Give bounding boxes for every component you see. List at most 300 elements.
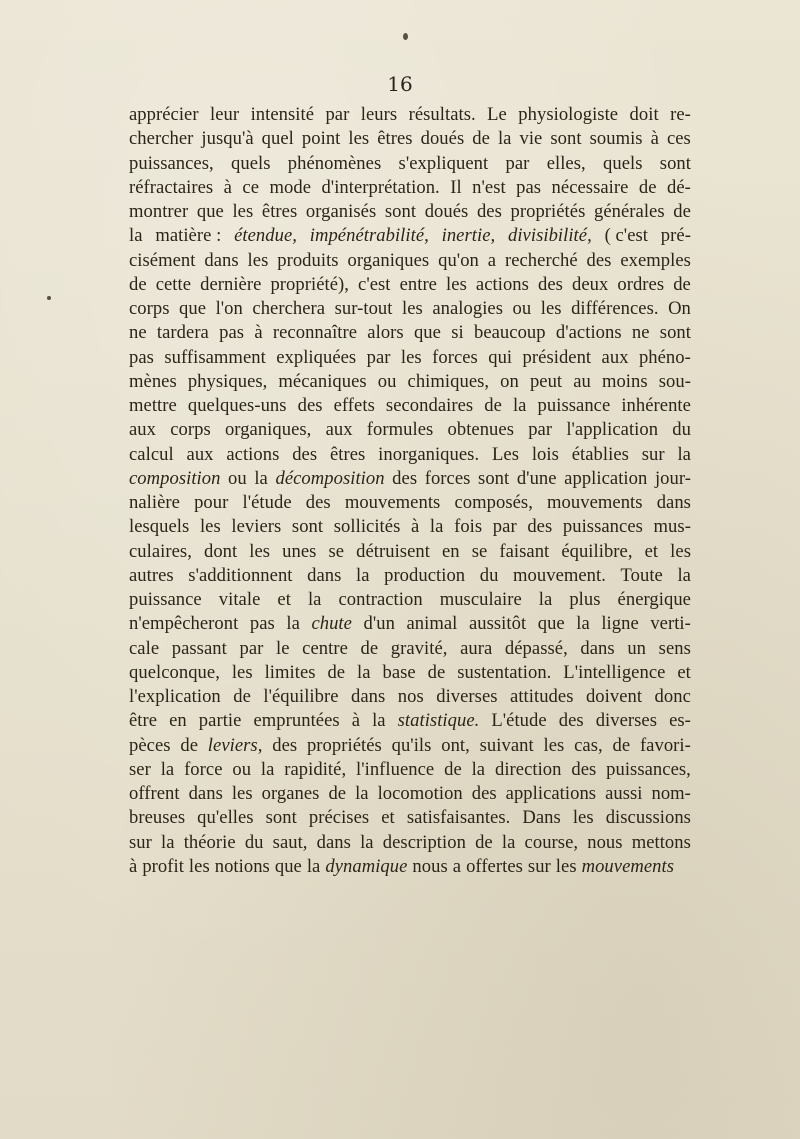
- word: nom-: [651, 783, 691, 804]
- word: que: [274, 855, 302, 877]
- word: reconnaître: [272, 322, 358, 344]
- word: se: [471, 540, 488, 562]
- word: de: [475, 831, 493, 853]
- italic-word: décomposition: [275, 467, 385, 489]
- word: musculaire: [439, 589, 522, 610]
- word: la: [254, 467, 268, 489]
- word: mènes: [129, 370, 177, 392]
- word: pour: [194, 492, 229, 513]
- word: puissance: [537, 395, 611, 416]
- italic-word: divisibilité,: [507, 225, 592, 247]
- word: de: [327, 661, 346, 683]
- word: dans: [204, 249, 239, 271]
- word: le: [276, 637, 290, 659]
- word: la: [538, 589, 553, 610]
- word: point: [301, 128, 341, 150]
- word: vie: [519, 128, 543, 150]
- word: des: [305, 492, 331, 513]
- word: nous: [587, 831, 623, 853]
- ink-speck-top: [403, 33, 408, 40]
- word: sens: [658, 637, 691, 659]
- word: chimiques,: [407, 370, 490, 392]
- word: d'une: [516, 467, 557, 489]
- word: forces: [424, 467, 471, 489]
- word: soumis: [589, 128, 643, 150]
- word: aux: [325, 419, 353, 441]
- word: description: [382, 831, 466, 853]
- word: de: [129, 273, 147, 295]
- word: générales: [594, 201, 665, 222]
- word: Le: [487, 104, 507, 125]
- word: centre: [302, 637, 348, 659]
- word: aux: [129, 419, 156, 441]
- word: un: [627, 637, 647, 659]
- word: énergique: [617, 589, 691, 610]
- word: propriété),: [270, 273, 349, 295]
- word: se: [328, 540, 345, 562]
- word: ou: [228, 467, 247, 489]
- word: les: [232, 201, 254, 222]
- word: Dans: [522, 807, 561, 829]
- text-line: [129, 540, 691, 564]
- word: locomotion: [377, 783, 463, 804]
- word: elles,: [546, 152, 586, 174]
- word: de: [233, 686, 251, 707]
- word: notions: [214, 855, 270, 877]
- word: des: [476, 201, 502, 222]
- word: contraction: [338, 589, 423, 610]
- text-line: [129, 855, 691, 879]
- word: quels: [231, 152, 271, 174]
- word: suffisamment: [164, 346, 266, 368]
- word: c'est: [358, 273, 391, 295]
- word: la: [357, 661, 371, 683]
- text-line: [129, 806, 691, 830]
- word: organisés: [305, 201, 377, 222]
- word: aura: [460, 637, 493, 659]
- text-line: [129, 273, 691, 297]
- word: les: [249, 540, 271, 562]
- word: les: [231, 661, 253, 683]
- word: leviers: [231, 516, 282, 538]
- word: sur: [129, 831, 152, 853]
- word: en: [442, 540, 460, 562]
- word: ordres: [617, 273, 665, 295]
- word: réfractaires: [129, 176, 214, 198]
- word: d'un: [363, 613, 395, 635]
- word: que: [179, 298, 207, 319]
- word: alors: [367, 322, 404, 344]
- word: qui: [488, 346, 513, 368]
- word: sont: [384, 201, 417, 222]
- word: quel: [261, 128, 294, 150]
- word: Toute: [620, 564, 663, 586]
- word: résultats.: [408, 104, 476, 125]
- word: par: [239, 637, 264, 659]
- word: calcul: [129, 443, 174, 465]
- word: que: [196, 201, 224, 222]
- word: la: [306, 855, 321, 877]
- word: cette: [155, 273, 192, 295]
- word: inhérente: [621, 395, 691, 416]
- word: limites: [264, 661, 316, 683]
- word: plus: [569, 589, 601, 610]
- word: cale: [129, 637, 160, 659]
- word: unes: [282, 540, 317, 562]
- word: par: [366, 346, 391, 368]
- word: jusqu'à: [201, 128, 254, 150]
- word: mode: [269, 176, 311, 198]
- word: précises: [308, 807, 370, 829]
- word: pas: [129, 346, 154, 368]
- word: détruisent: [356, 540, 430, 562]
- word: la: [372, 710, 386, 732]
- word: la: [429, 516, 444, 538]
- text-line: [129, 346, 691, 370]
- word: les: [555, 855, 577, 877]
- word: la: [355, 783, 369, 804]
- word: et: [644, 540, 659, 562]
- word: des: [392, 467, 418, 489]
- word: à: [650, 128, 659, 150]
- text-line: [129, 588, 691, 612]
- word: corps: [170, 419, 211, 441]
- word: les: [572, 807, 594, 829]
- word: des: [571, 758, 597, 780]
- word: président: [522, 346, 592, 368]
- word: des: [292, 443, 318, 465]
- word: les: [247, 249, 269, 271]
- word: la: [497, 128, 512, 150]
- word: la: [129, 225, 143, 247]
- word: à: [351, 710, 361, 732]
- word: pèces: [129, 734, 171, 756]
- italic-word: composition: [129, 467, 221, 489]
- word: sont: [478, 467, 510, 489]
- word: l'équilibre: [263, 686, 339, 707]
- word: culaires,: [129, 540, 192, 562]
- word: rapidité,: [284, 758, 347, 780]
- word: la: [677, 564, 691, 586]
- word: la: [677, 443, 691, 465]
- word: du: [672, 419, 691, 441]
- word: quelconque,: [129, 661, 220, 683]
- word: physiques,: [187, 370, 268, 392]
- word: dont: [203, 540, 238, 562]
- word: doivent: [585, 686, 643, 707]
- word: de: [444, 758, 462, 780]
- word: les: [670, 540, 691, 562]
- word: favori-: [639, 734, 691, 756]
- word: tardera: [156, 322, 209, 344]
- word: les: [231, 783, 253, 804]
- word: aux: [601, 346, 629, 368]
- word: en: [169, 710, 187, 732]
- word: la: [260, 758, 275, 780]
- word: forces: [432, 346, 478, 368]
- word: l'étude: [242, 492, 292, 513]
- word: l'influence: [356, 758, 435, 780]
- word: des: [537, 273, 563, 295]
- word: de: [673, 273, 691, 295]
- word: sustentation.: [457, 661, 552, 683]
- word: la: [160, 758, 175, 780]
- word: attitudes: [510, 686, 574, 707]
- word: partie: [198, 710, 242, 732]
- word: lesquels: [129, 516, 190, 538]
- word: et: [277, 589, 291, 610]
- word: des: [586, 249, 612, 271]
- word: faisant: [499, 540, 550, 562]
- text-line: [129, 612, 691, 636]
- word: mouvements: [547, 492, 643, 513]
- text-line: [129, 515, 691, 539]
- word: la: [355, 564, 370, 586]
- word: verti-: [650, 613, 691, 635]
- text-line: [129, 176, 691, 200]
- word: puissance: [129, 589, 202, 610]
- word: la: [501, 831, 516, 853]
- italic-word: statistique.: [397, 710, 480, 732]
- word: mécaniques: [278, 370, 367, 392]
- word: les: [402, 298, 423, 319]
- word: ces: [666, 128, 691, 150]
- word: par: [492, 516, 517, 538]
- word: mus-: [653, 516, 691, 538]
- word: des: [272, 734, 298, 756]
- text-line: [129, 734, 691, 758]
- word: exemples: [620, 249, 691, 271]
- word: L'étude: [491, 710, 547, 732]
- word: doués: [424, 201, 469, 222]
- word: breuses: [129, 807, 186, 829]
- word: cas,: [574, 734, 603, 756]
- word: obtenues: [447, 419, 514, 441]
- word: aussi: [605, 783, 643, 804]
- word: la: [307, 589, 322, 610]
- word: expliquées: [276, 346, 357, 368]
- word: mouvement.: [513, 564, 606, 586]
- word: doit: [629, 104, 659, 125]
- word: n'empêcheront: [129, 613, 239, 635]
- word: Les: [492, 443, 519, 465]
- italic-word: impénétrabilité,: [309, 225, 429, 247]
- word: ( c'est: [604, 225, 649, 247]
- word: puissances: [562, 516, 643, 538]
- word: nécessaire: [551, 176, 629, 198]
- word: s'additionnent: [188, 564, 293, 586]
- word: doués: [420, 128, 465, 150]
- word: ligne: [601, 613, 639, 635]
- word: de: [328, 783, 347, 804]
- word: re-: [670, 104, 691, 125]
- word: ser: [129, 758, 151, 780]
- word: peut: [529, 370, 563, 392]
- word: composés,: [454, 492, 533, 513]
- text-line: [129, 224, 691, 248]
- italic-word: dynamique: [325, 855, 408, 877]
- italic-word: leviers,: [207, 734, 263, 756]
- word: applications: [505, 783, 597, 804]
- word: s'expliquent: [398, 152, 489, 174]
- word: la: [512, 395, 527, 416]
- word: empruntées: [253, 710, 340, 732]
- ink-speck-margin: [47, 296, 51, 300]
- word: à: [129, 855, 138, 877]
- word: des: [558, 710, 584, 732]
- word: par: [528, 419, 553, 441]
- word: montrer: [129, 201, 189, 222]
- word: du: [479, 564, 499, 586]
- text-line: [129, 103, 691, 127]
- word: les: [540, 298, 562, 319]
- word: des: [527, 516, 553, 538]
- word: saut,: [272, 831, 308, 853]
- word: de: [180, 734, 198, 756]
- word: intensité: [250, 104, 315, 125]
- word: sont: [659, 152, 691, 174]
- word: dans: [316, 831, 351, 853]
- word: es-: [669, 710, 691, 732]
- word: lois: [531, 443, 559, 465]
- text-line: [129, 467, 691, 491]
- word: entre: [399, 273, 437, 295]
- word: donc: [654, 686, 691, 707]
- word: autres: [129, 564, 174, 586]
- word: organes: [261, 783, 320, 804]
- word: a: [452, 855, 462, 877]
- word: pas: [219, 322, 245, 344]
- text-line: [129, 564, 691, 588]
- word: passant: [171, 637, 227, 659]
- word: ont,: [441, 734, 470, 756]
- word: sollicités: [333, 516, 401, 538]
- word: les: [199, 516, 221, 538]
- word: la: [360, 831, 374, 853]
- word: et: [381, 807, 395, 829]
- word: deux: [571, 273, 609, 295]
- word: Il: [450, 176, 462, 198]
- word: matière :: [155, 225, 222, 247]
- text-line: [129, 443, 691, 467]
- word: leur: [210, 104, 240, 125]
- word: production: [384, 564, 466, 586]
- word: pas: [249, 613, 275, 635]
- word: sont: [659, 322, 691, 344]
- word: nos: [397, 686, 424, 707]
- word: dernière: [200, 273, 262, 295]
- word: que: [413, 322, 441, 344]
- word: leurs: [360, 104, 398, 125]
- word: êtres: [261, 201, 298, 222]
- page-number: 16: [387, 72, 413, 96]
- word: ou: [377, 370, 397, 392]
- word: ce: [242, 176, 260, 198]
- word: direction: [494, 758, 562, 780]
- word: de: [638, 176, 657, 198]
- text-line: [129, 637, 691, 661]
- word: analogies: [432, 298, 503, 319]
- word: gravité,: [390, 637, 448, 659]
- word: aux: [186, 443, 214, 465]
- word: moins: [601, 370, 648, 392]
- word: d'interprétation.: [321, 176, 440, 198]
- word: de: [673, 201, 691, 222]
- word: profit: [142, 855, 184, 877]
- word: à: [410, 516, 420, 538]
- word: êtres: [377, 128, 413, 150]
- word: sur: [641, 443, 665, 465]
- word: nalière: [129, 492, 180, 513]
- word: physiologiste: [518, 104, 619, 125]
- word: qu'ils: [391, 734, 432, 756]
- word: l'application: [566, 419, 659, 441]
- word: a: [487, 249, 497, 271]
- word: organiques: [347, 249, 430, 271]
- word: de: [612, 734, 631, 756]
- word: dans: [351, 686, 386, 707]
- text-line: [129, 249, 691, 273]
- word: et: [677, 661, 691, 683]
- word: secondaires: [385, 395, 474, 416]
- word: sur: [527, 855, 551, 877]
- word: que: [537, 613, 565, 635]
- word: la: [471, 758, 486, 780]
- text-line: [129, 709, 691, 733]
- word: sont: [291, 516, 324, 538]
- word: sou-: [658, 370, 691, 392]
- text-line: [129, 831, 691, 855]
- word: de: [484, 395, 502, 416]
- text-line: [129, 127, 691, 151]
- italic-word: mouvements: [581, 855, 675, 877]
- word: les: [348, 128, 370, 150]
- italic-word: inertie,: [441, 225, 496, 247]
- word: dé-: [667, 176, 691, 198]
- word: sont: [550, 128, 582, 150]
- word: course,: [524, 831, 579, 853]
- word: sont: [265, 807, 297, 829]
- word: recherché: [504, 249, 578, 271]
- text-line: [129, 297, 691, 321]
- word: la: [286, 613, 300, 635]
- word: formules: [366, 419, 434, 441]
- word: phéno-: [638, 346, 691, 368]
- text-line: [129, 321, 691, 345]
- word: n'est: [472, 176, 506, 198]
- word: la: [161, 831, 175, 853]
- italic-word: chute: [311, 613, 352, 635]
- word: pas: [516, 176, 542, 198]
- word: de: [427, 661, 446, 683]
- text-line: [129, 200, 691, 224]
- word: apprécier: [129, 104, 199, 125]
- word: du: [244, 831, 264, 853]
- word: d'actions: [555, 322, 622, 344]
- text-line: [129, 370, 691, 394]
- word: diverses: [595, 710, 658, 732]
- word: inorganiques.: [378, 443, 480, 465]
- word: qu'on: [438, 249, 479, 271]
- word: sur-tout: [334, 298, 393, 319]
- word: On: [668, 298, 691, 319]
- word: puissances,: [129, 152, 214, 174]
- word: dépassé,: [504, 637, 568, 659]
- word: puissances,: [606, 758, 691, 780]
- text-line: [129, 418, 691, 442]
- word: application: [564, 467, 648, 489]
- text-line: [129, 758, 691, 782]
